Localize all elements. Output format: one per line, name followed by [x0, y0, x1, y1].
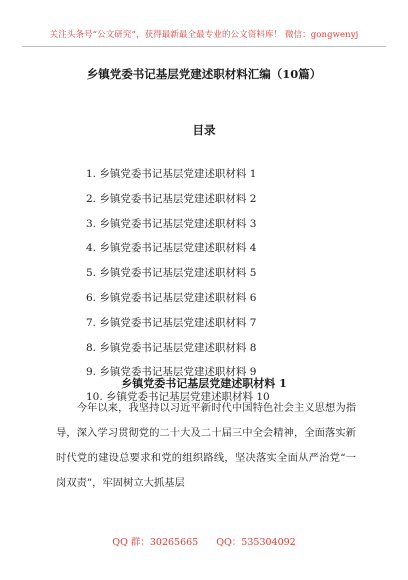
- document-title: 乡镇党委书记基层党建述职材料汇编（10篇）: [86, 67, 322, 81]
- toc-item[interactable]: 4. 乡镇党委书记基层党建述职材料 4: [86, 242, 257, 255]
- toc-item[interactable]: 9. 乡镇党委书记基层党建述职材料 9: [86, 366, 257, 379]
- body-paragraph: 今年以来，我坚持以习近平新时代中国特色社会主义思想为指导，深入学习贯彻党的二十大及二十届三中全会精神，全面落实新时代党的建设总要求和党的组织路线，坚决落实全面从严治党“一岗双责”，牢固树立大抓基层: [56, 402, 356, 489]
- footer-qq-number: QQ：535304092: [216, 537, 296, 548]
- footer-contact: [0, 534, 408, 548]
- toc-item[interactable]: 8. 乡镇党委书记基层党建述职材料 8: [86, 341, 257, 354]
- section-title: 乡镇党委书记基层党建述职材料 1: [121, 377, 287, 390]
- toc-item[interactable]: 1. 乡镇党委书记基层党建述职材料 1: [86, 168, 257, 180]
- header-banner: 关注头条号“公文研究”，获得最新最全最专业的公文资料库！ 微信：gongwenyj: [49, 30, 359, 40]
- toc-item[interactable]: 2. 乡镇党委书记基层党建述职材料 2: [86, 192, 257, 205]
- footer-qq-group: QQ 群：30265665: [112, 537, 199, 548]
- toc-item[interactable]: 10. 乡镇党委书记基层党建述职材料 10: [86, 391, 270, 404]
- toc-item[interactable]: 6. 乡镇党委书记基层党建述职材料 6: [86, 291, 257, 304]
- table-of-contents: [86, 162, 270, 410]
- toc-heading: 目录: [192, 123, 216, 137]
- toc-item[interactable]: 3. 乡镇党委书记基层党建述职材料 3: [86, 217, 257, 230]
- toc-item[interactable]: 7. 乡镇党委书记基层党建述职材料 7: [86, 316, 257, 329]
- toc-item[interactable]: 5. 乡镇党委书记基层党建述职材料 5: [86, 267, 257, 280]
- header-divider: [22, 46, 386, 47]
